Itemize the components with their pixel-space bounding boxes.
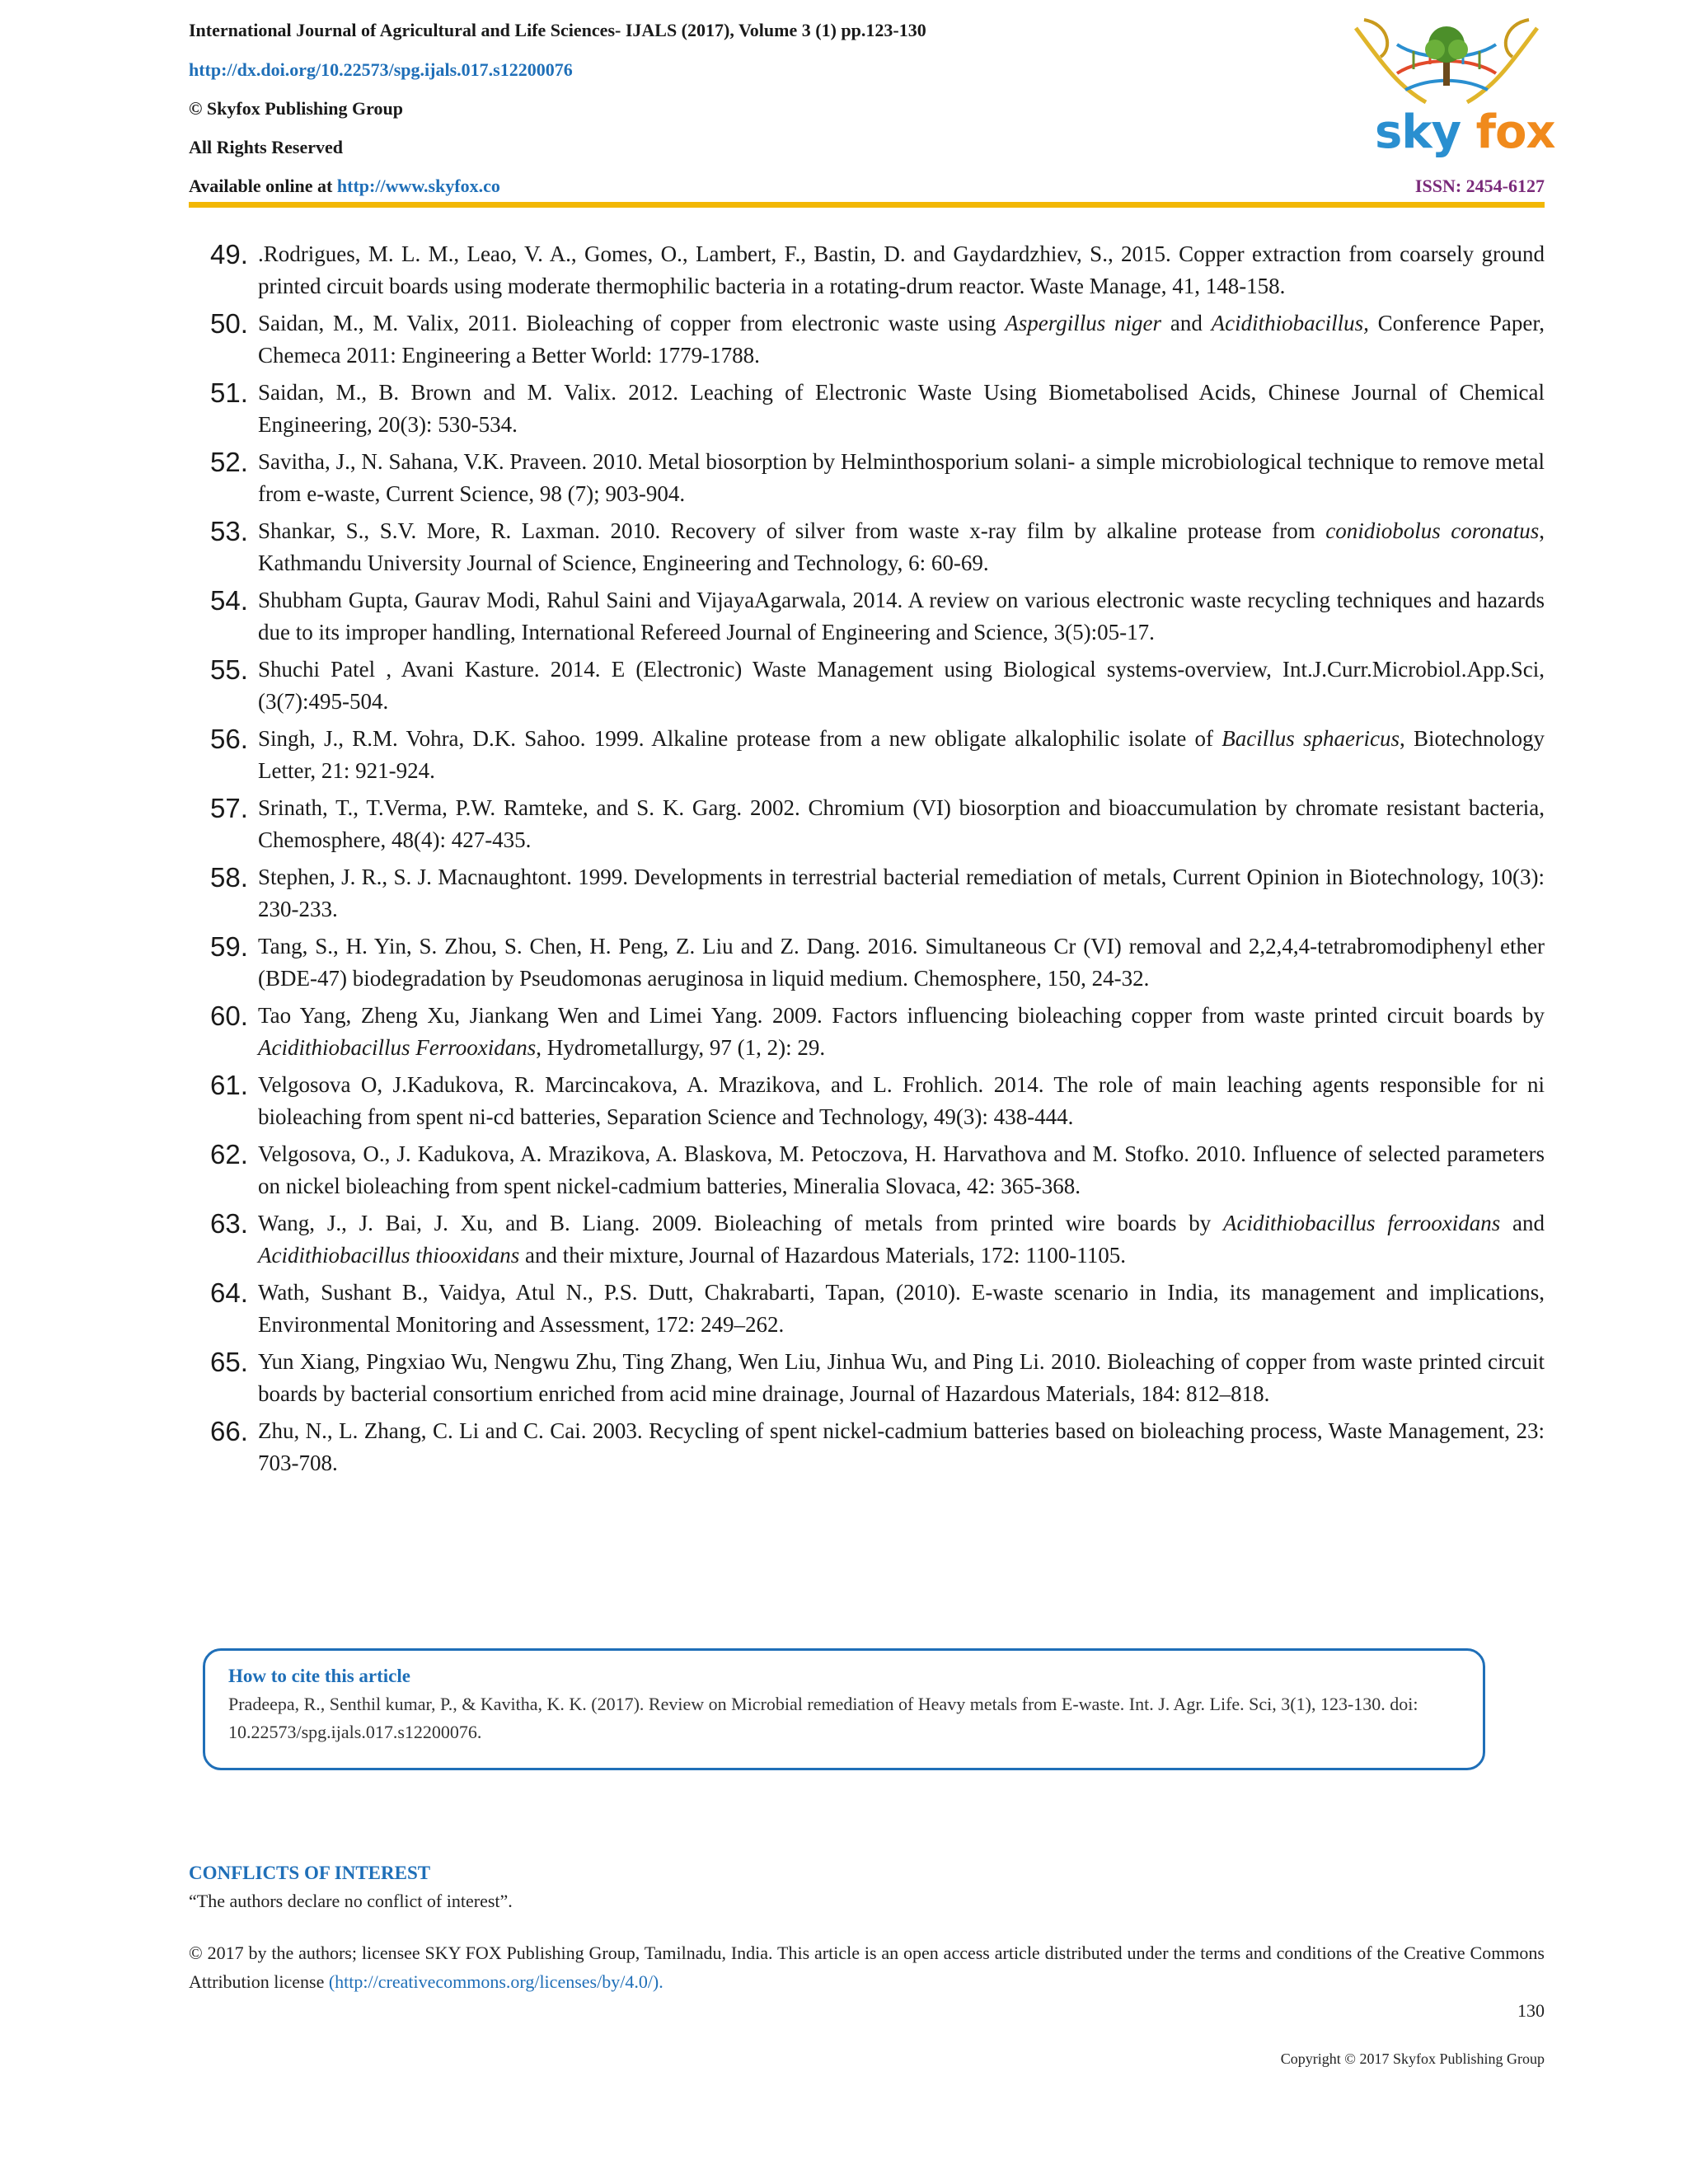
license-paragraph <box>189 1938 1545 1996</box>
reference-text: Tang, S., H. Yin, S. Zhou, S. Chen, H. Peng, Z. Liu and Z. Dang. 2016. Simultaneous Cr (VI) removal and 2,2,4,4-tetrabromodiphenyl ether (BDE-47) biodegradation by Pseudomonas aeruginosa in liquid medium. Chemosphere, 150, 24-32. <box>258 934 1545 991</box>
website-link[interactable]: http://www.skyfox.co <box>336 176 500 196</box>
tree-icon <box>1425 26 1468 86</box>
license-link[interactable]: (http://creativecommons.org/licenses/by/4.0/). <box>328 1971 663 1992</box>
skyfox-wordmark <box>1375 105 1555 159</box>
reference-text: Velgosova, O., J. Kadukova, A. Mrazikova, A. Blaskova, M. Petoczova, H. Harvathova and M. Stofko. 2010. Influence of selected parameters on nickel bioleaching from spent nickel-cadmium batteries, Mineralia Slovaca, 42: 365-368. <box>258 1141 1545 1198</box>
reference-number: 66. <box>210 1416 248 1446</box>
reference-text: Shuchi Patel , Avani Kasture. 2014. E (Electronic) Waste Management using Biological systems-overview, Int.J.Curr.Microbiol.App.Sci, (3(7):495-504. <box>258 657 1545 714</box>
logo-sky-text: sky <box>1375 105 1461 159</box>
reference-number: 50. <box>210 308 248 339</box>
cite-text: Pradeepa, R., Senthil kumar, P., & Kavitha, K. K. (2017). Review on Microbial remediation of Heavy metals from E-waste. Int. J. Agr. Life. Sci, 3(1), 123-130. doi: 10.22573/spg.ijals.017.s12200076. <box>228 1694 1418 1742</box>
license-text: © 2017 by the authors; licensee SKY FOX Publishing Group, Tamilnadu, India. This article is an open access article distributed under the terms and conditions of the Creative Commons Attribution license <box>189 1943 1545 1992</box>
conflicts-title: CONFLICTS OF INTEREST <box>189 1863 431 1883</box>
reference-number: 62. <box>210 1139 248 1169</box>
reference-item <box>189 1207 1545 1272</box>
reference-text: Shubham Gupta, Gaurav Modi, Rahul Saini and VijayaAgarwala, 2014. A review on various electronic waste recycling techniques and hazards due to its improper handling, International Refereed Journal of Engineering and Science, 3(5):05-17. <box>258 588 1545 644</box>
reference-item <box>189 654 1545 718</box>
reference-text: Savitha, J., N. Sahana, V.K. Praveen. 2010. Metal biosorption by Helminthosporium solani- a simple microbiological technique to remove metal from e-waste, Current Science, 98 (7); 903-904. <box>258 449 1545 506</box>
reference-number: 49. <box>210 239 248 269</box>
reference-item <box>189 584 1545 649</box>
reference-number: 52. <box>210 447 248 477</box>
reference-item <box>189 792 1545 856</box>
conflicts-text: “The authors declare no conflict of interest”. <box>189 1891 513 1911</box>
cite-title: How to cite this article <box>228 1666 410 1686</box>
reference-number: 55. <box>210 654 248 685</box>
reference-text: Tao Yang, Zheng Xu, Jiankang Wen and Limei Yang. 2009. Factors influencing bioleaching copper from waste printed circuit boards by Acidithiobacillus Ferrooxidans, Hydrometallurgy, 97 (1, 2): 29. <box>258 1003 1545 1060</box>
reference-text: Shankar, S., S.V. More, R. Laxman. 2010. Recovery of silver from waste x-ray film by alkaline protease from conidiobolus coronatus, Kathmandu University Journal of Science, Engineering and Technology, 6: 60-69. <box>258 518 1545 575</box>
issn-label: ISSN: 2454-6127 <box>1414 176 1545 196</box>
reference-number: 65. <box>210 1347 248 1377</box>
reference-number: 60. <box>210 1001 248 1031</box>
reference-text: .Rodrigues, M. L. M., Leao, V. A., Gomes, O., Lambert, F., Bastin, D. and Gaydardzhiev, S., 2015. Copper extraction from coarsely ground printed circuit boards using moderate thermophilic bacteria in a rotating-drum reactor. Waste Manage, 41, 148-158. <box>258 241 1545 298</box>
reference-item <box>189 1415 1545 1479</box>
page-header <box>189 16 1545 206</box>
reference-item <box>189 238 1545 302</box>
reference-item <box>189 377 1545 441</box>
reference-item <box>189 1069 1545 1133</box>
reference-number: 56. <box>210 724 248 754</box>
available-label: Available online at <box>189 176 333 196</box>
reference-item <box>189 723 1545 787</box>
reference-list <box>189 238 1545 1484</box>
reference-item <box>189 307 1545 372</box>
reference-text: Saidan, M., B. Brown and M. Valix. 2012. Leaching of Electronic Waste Using Biometabolised Acids, Chinese Journal of Chemical Engineering, 20(3): 530-534. <box>258 380 1545 437</box>
reference-number: 53. <box>210 516 248 546</box>
reference-number: 61. <box>210 1070 248 1100</box>
reference-text: Singh, J., R.M. Vohra, D.K. Sahoo. 1999. Alkaline protease from a new obligate alkalophilic isolate of Bacillus sphaericus, Biotechnology Letter, 21: 921-924. <box>258 726 1545 783</box>
reference-number: 63. <box>210 1208 248 1239</box>
footer-copyright: Copyright © 2017 Skyfox Publishing Group <box>1280 2050 1545 2067</box>
reference-text: Yun Xiang, Pingxiao Wu, Nengwu Zhu, Ting Zhang, Wen Liu, Jinhua Wu, and Ping Li. 2010. Bioleaching of copper from waste printed circuit boards by bacterial consortium enriched from acid mine drainage, Journal of Hazardous Materials, 184: 812–818. <box>258 1349 1545 1406</box>
reference-number: 57. <box>210 793 248 823</box>
reference-text: Zhu, N., L. Zhang, C. Li and C. Cai. 2003. Recycling of spent nickel-cadmium batteries based on bioleaching process, Waste Management, 23: 703-708. <box>258 1418 1545 1475</box>
header-divider <box>189 202 1545 208</box>
reference-text: Srinath, T., T.Verma, P.W. Ramteke, and S. K. Garg. 2002. Chromium (VI) biosorption and bioaccumulation by chromate resistant bacteria, Chemosphere, 48(4): 427-435. <box>258 795 1545 852</box>
reference-item <box>189 1346 1545 1410</box>
doi-link[interactable]: http://dx.doi.org/10.22573/spg.ijals.017.s12200076 <box>189 59 573 80</box>
reference-number: 59. <box>210 931 248 962</box>
reference-item <box>189 1000 1545 1064</box>
reference-item <box>189 446 1545 510</box>
rights-line: All Rights Reserved <box>189 137 343 157</box>
reference-text: Wath, Sushant B., Vaidya, Atul N., P.S. Dutt, Chakrabarti, Tapan, (2010). E-waste scenario in India, its management and implications, Environmental Monitoring and Assessment, 172: 249–262. <box>258 1280 1545 1337</box>
how-to-cite-box <box>203 1648 1485 1770</box>
journal-line: International Journal of Agricultural and Life Sciences- IJALS (2017), Volume 3 (1) pp.123-130 <box>189 20 926 40</box>
reference-number: 58. <box>210 862 248 893</box>
publisher-line: © Skyfox Publishing Group <box>189 98 403 119</box>
reference-item <box>189 1138 1545 1202</box>
reference-item <box>189 861 1545 926</box>
page-number: 130 <box>1517 2000 1545 2021</box>
reference-item <box>189 1277 1545 1341</box>
reference-number: 51. <box>210 377 248 408</box>
reference-item <box>189 930 1545 995</box>
reference-text: Wang, J., J. Bai, J. Xu, and B. Liang. 2009. Bioleaching of metals from printed wire boards by Acidithiobacillus ferrooxidans and Acidithiobacillus thiooxidans and their mixture, Journal of Hazardous Materials, 172: 1100-1105. <box>258 1211 1545 1268</box>
reference-text: Saidan, M., M. Valix, 2011. Bioleaching of copper from electronic waste using Aspergillus niger and Acidithiobacillus, Conference Paper, Chemeca 2011: Engineering a Better World: 1779-1788. <box>258 311 1545 368</box>
reference-number: 54. <box>210 585 248 616</box>
reference-text: Velgosova O, J.Kadukova, R. Marcincakova, A. Mrazikova, and L. Frohlich. 2014. The role of main leaching agents responsible for ni bioleaching from spent ni-cd batteries, Separation Science and Technology, 49(3): 438-444. <box>258 1072 1545 1129</box>
logo-fox-text: fox <box>1475 105 1555 159</box>
available-online-line <box>189 176 500 197</box>
reference-item <box>189 515 1545 579</box>
reference-text: Stephen, J. R., S. J. Macnaughtont. 1999. Developments in terrestrial bacterial remediation of metals, Current Opinion in Biotechnology, 10(3): 230-233. <box>258 865 1545 921</box>
reference-number: 64. <box>210 1277 248 1308</box>
